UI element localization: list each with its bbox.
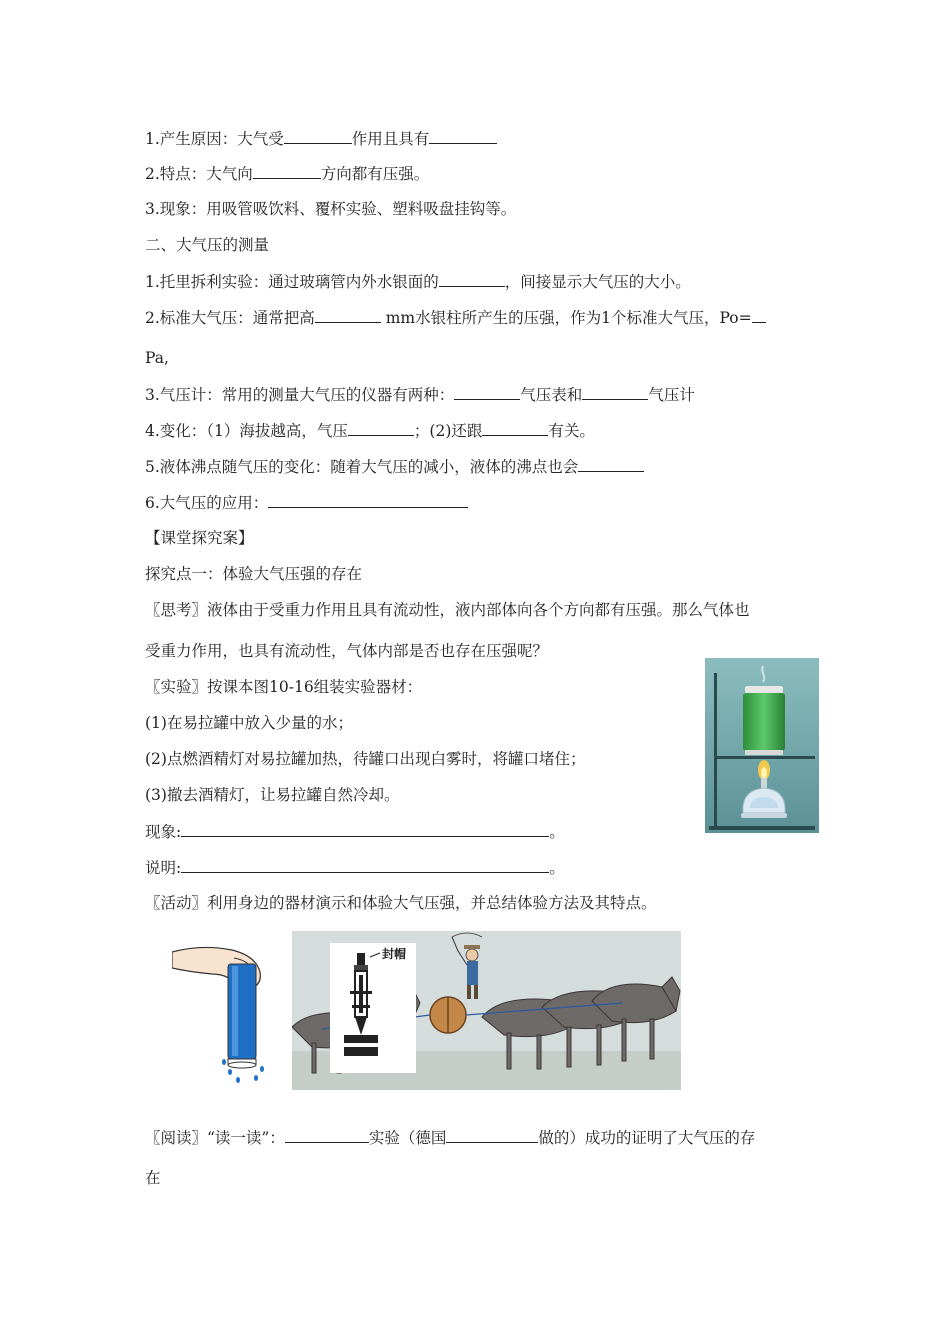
phenomenon-label: 现象: — [145, 823, 182, 841]
blank-barometer2[interactable] — [582, 383, 648, 400]
blank-direction[interactable] — [253, 162, 321, 179]
blank-person[interactable] — [446, 1126, 538, 1143]
inquiry-point-1: 探究点一：体验大气压强的存在 — [145, 565, 363, 583]
blank-explain[interactable] — [181, 856, 549, 873]
experiment-step-2: (2)点燃酒精灯对易拉罐加热，待罐口出现白雾时，将罐口堵住； — [145, 750, 586, 768]
cap-label: 封帽 — [382, 947, 407, 961]
feature-text: 2.特点：大气向 — [145, 165, 253, 183]
period-mark: 。 — [549, 823, 565, 841]
application-line — [145, 491, 468, 514]
feature-text-post: 方向都有压强。 — [320, 165, 430, 183]
reading-text-mid: 实验（德国 — [368, 1129, 447, 1147]
blank-application[interactable] — [268, 491, 468, 508]
can-heating-figure — [705, 658, 819, 833]
syringe-device-icon — [330, 943, 416, 1073]
standard-pressure-line — [145, 306, 766, 329]
explain-label: 说明: — [145, 859, 182, 877]
barometer-text: 3.气压计：常用的测量大气压的仪器有两种： — [145, 386, 455, 404]
suction-inset — [330, 943, 416, 1073]
barometer-text-mid: 气压表和 — [520, 386, 583, 404]
blank-altitude[interactable] — [348, 419, 414, 436]
application-text: 6.大气压的应用： — [145, 494, 269, 512]
activity-line: 〖活动〗利用身边的器材演示和体验大气压强，并总结体验方法及其特点。 — [145, 894, 657, 912]
measurement-heading: 二、大气压的测量 — [145, 236, 270, 254]
blank-fluidity[interactable] — [429, 127, 497, 144]
blank-boiling[interactable] — [578, 455, 644, 472]
reading-text-post: 做的）成功的证明了大气压的存 — [538, 1129, 756, 1147]
experiment-step-1: (1)在易拉罐中放入少量的水； — [145, 714, 353, 732]
standard-pressure-cont: Pa, — [145, 349, 169, 367]
boiling-line — [145, 455, 644, 478]
standard-text: 2.标准大气压：通常把高 — [145, 309, 315, 327]
change-text-post: 有关。 — [548, 422, 595, 440]
change-line — [145, 419, 595, 442]
torricelli-line — [145, 270, 691, 293]
blank-factor[interactable] — [482, 419, 548, 436]
blank-barometer1[interactable] — [454, 383, 520, 400]
blank-gravity[interactable] — [284, 127, 352, 144]
barometer-text-post: 气压计 — [648, 386, 695, 404]
phenomena-line: 3.现象：用吸管吸饮料、覆杯实验、塑料吸盘挂钩等。 — [145, 200, 517, 218]
boiling-text: 5.液体沸点随气压的变化：随着大气压的减小，液体的沸点也会 — [145, 458, 579, 476]
explain-line — [145, 856, 565, 879]
feature-line — [145, 162, 429, 185]
classroom-heading: 【课堂探究案】 — [145, 529, 254, 547]
experiment-step-3: (3)撤去酒精灯，让易拉罐自然冷却。 — [145, 786, 400, 804]
period-mark: 。 — [549, 859, 565, 877]
blank-phenomenon[interactable] — [181, 820, 549, 837]
experiment-title: 〖实验〗按课本图10-16组装实验器材： — [145, 678, 423, 696]
change-text: 4.变化：（1）海拔越高，气压 — [145, 422, 348, 440]
blank-po[interactable] — [752, 306, 766, 323]
blank-experiment-name[interactable] — [285, 1126, 369, 1143]
torricelli-text: 1.托里拆利实验：通过玻璃管内外水银面的 — [145, 273, 439, 291]
cause-line — [145, 127, 497, 150]
change-text-mid: ；(2)还跟 — [413, 422, 483, 440]
torricelli-text-post: ，间接显示大气压的大小。 — [504, 273, 691, 291]
reading-line — [145, 1126, 755, 1149]
reading-text: 〖阅读〗“读一读”： — [145, 1129, 285, 1147]
phenomenon-line — [145, 820, 565, 843]
tube-figure — [172, 944, 272, 1084]
cause-text: 1.产生原因：大气受 — [145, 130, 284, 148]
think-line-2: 受重力作用，也具有流动性，气体内部是否也存在压强呢？ — [145, 642, 549, 660]
cause-text-mid: 作用且具有 — [351, 130, 430, 148]
reading-cont: 在 — [145, 1169, 161, 1187]
blank-height-diff[interactable] — [439, 270, 505, 287]
think-line-1: 〖思考〗液体由于受重力作用且具有流动性，液内部体向各个方向都有压强。那么气体也 — [145, 601, 750, 619]
barometer-line — [145, 383, 695, 406]
magdeburg-figure — [292, 931, 681, 1090]
standard-text-mid: mm水银柱所产生的压强，作为1个标准大气压，Po= — [380, 309, 752, 327]
blank-mm[interactable] — [315, 306, 381, 323]
